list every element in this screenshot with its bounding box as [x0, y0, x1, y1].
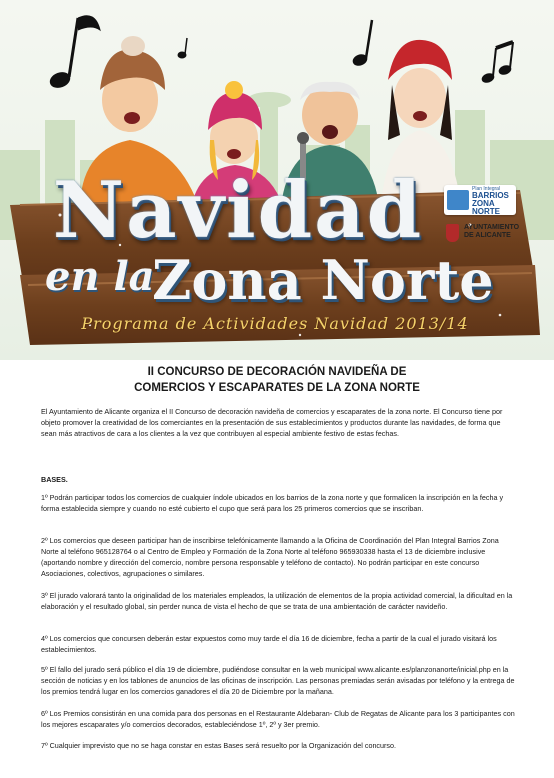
barrios-logo-icon [447, 190, 469, 210]
city-crest-icon [446, 224, 459, 242]
program-subtitle: Programa de Actividades Navidad 2013/14 [81, 314, 469, 333]
title-navidad: Navidad [52, 165, 424, 256]
badge-barrios: BARRIOS ZONA NORTE [472, 191, 509, 216]
contest-heading [0, 364, 554, 396]
badge-plan: Plan Integral [472, 186, 501, 192]
rule-2: 2º Los comercios que deseen participar han de inscribirse telefónicamente llamando a la Oficina de Coordinación del Plan Integral Barrios Zona Norte al teléfono 965128764 o al Centro de Empleo y Formación de la Zona Norte al teléfono 965930338 hasta el 13 de diciembre inclusive (aportando nombre y dirección del comercio, nombre persona responsable y teléfono de contacto). No podrán participar en este concurso Asociaciones, colectivos, agrupaciones o similares. [41, 536, 499, 578]
barrios-zona-norte-logo [444, 185, 516, 215]
intro-paragraph: El Ayuntamiento de Alicante organiza el II Concurso de decoración navideña de comercios y escaparates de la zona norte. El Concurso tiene por objeto promover la creatividad de los comerciantes en la presentación de sus establecimientos y productos durante las navidades, de forma que sean más atractivos de cara a los clientes a la vez que contribuyen al especial ambiente festivo de estas fechas. [41, 407, 503, 438]
title-zona: Zona Norte [152, 248, 494, 312]
ayuntamiento-logo [444, 222, 524, 250]
bases-label: BASES. [41, 475, 68, 484]
rule-5: 5º El fallo del jurado será público el día 19 de diciembre, pudiéndose consultar en la web municipal www.alicante.es/planzonanorte/inicial.php en la sección de noticias y en los tablones de anuncios de las oficinas de inscripción. Las personas premiadas serán avisadas por teléfono y la entrega de los premios tendrá lugar en los comercios ganadores el día 20 de Diciembre por la mañana. [41, 665, 515, 696]
rule-7: 7º Cualquier imprevisto que no se haga constar en estas Bases será resuelto por la Organización del concurso. [41, 741, 397, 750]
rule-6: 6º Los Premios consistirán en una comida para dos personas en el Restaurante Aldebaran- Club de Regatas de Alicante para los 3 participantes con los mejores escaparates y/o comercios decorados, estableciéndose 1º, 2º y 3er premio. [41, 709, 515, 729]
title-en-la: en la [45, 253, 155, 300]
ayuntamiento-text: AYUNTAMIENTO DE ALICANTE [464, 224, 520, 239]
rule-3: 3º El jurado valorará tanto la originalidad de los materiales empleados, la utilización de elementos de la propia actividad comercial, la dificultad en la elaboración y el resultado global, sin perder nunca de vista el hecho de que se trata de una ambientación de carácter navideño. [41, 591, 513, 611]
heading-line-2: COMERCIOS Y ESCAPARATES DE LA ZONA NORTE [134, 382, 420, 394]
rule-1: 1º Podrán participar todos los comercios de cualquier índole ubicados en los barrios de la zona norte y que formalicen la inscripción en la fecha y forma establecida siempre y cuando no esté cubierto el cupo que será para los 25 primeros comercios que se inscriban. [41, 493, 504, 513]
header-illustration [0, 0, 554, 360]
heading-line-1: II CONCURSO DE DECORACIÓN NAVIDEÑA DE [147, 366, 407, 378]
rule-4: 4º Los comercios que concursen deberán estar expuestos como muy tarde el día 16 de diciembre, fecha a partir de la cual el jurado visitará los establecimientos. [41, 634, 497, 654]
